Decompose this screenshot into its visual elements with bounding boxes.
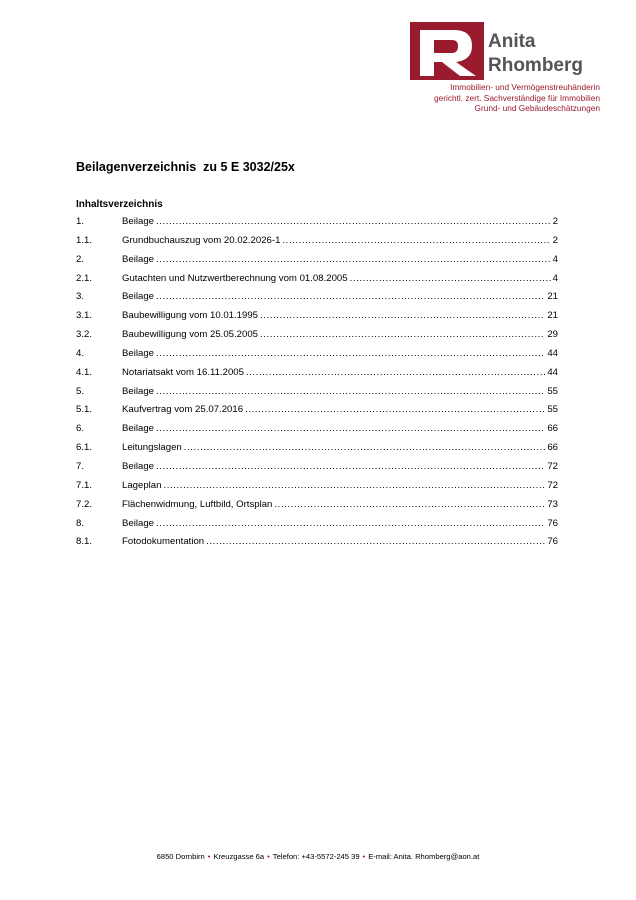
toc-entry[interactable] bbox=[76, 216, 558, 235]
toc-entry-page: 21 bbox=[547, 310, 558, 322]
toc-dot-leader bbox=[156, 386, 545, 397]
toc-entry[interactable] bbox=[76, 536, 558, 555]
logo-name bbox=[488, 30, 600, 78]
logo-last-name: Rhomberg bbox=[488, 55, 583, 76]
toc-dot-leader bbox=[156, 518, 545, 529]
toc-entry[interactable] bbox=[76, 518, 558, 537]
toc-entry-number: 4. bbox=[76, 347, 85, 359]
toc-dot-leader bbox=[184, 442, 546, 453]
toc-entry-label: Beilage bbox=[122, 347, 155, 359]
toc-entry-label: Baubewilligung vom 10.01.1995 bbox=[122, 310, 259, 322]
toc-dot-leader bbox=[260, 310, 545, 321]
toc-entry[interactable] bbox=[76, 291, 558, 310]
toc-entry-number: 1.1. bbox=[76, 234, 93, 246]
footer-item: Telefon: +43-5572-245 39 bbox=[272, 852, 360, 861]
toc-dot-leader bbox=[163, 480, 545, 491]
toc-entry-page: 4 bbox=[552, 272, 558, 284]
toc-entry-page: 2 bbox=[552, 234, 558, 246]
toc-entry-page: 44 bbox=[547, 366, 558, 378]
toc-entry-label: Beilage bbox=[122, 253, 155, 265]
tagline-line: Grund- und Gebäudeschätzungen bbox=[474, 103, 600, 113]
toc-dot-leader bbox=[245, 404, 545, 415]
toc-entry-number: 3.1. bbox=[76, 310, 93, 322]
toc-entry-page: 76 bbox=[547, 536, 558, 548]
footer-separator: • bbox=[267, 852, 270, 861]
toc-entry-number: 3. bbox=[76, 291, 85, 303]
toc-dot-leader bbox=[246, 367, 545, 378]
logo-r-mark-icon bbox=[410, 22, 484, 80]
logo-tagline bbox=[400, 82, 600, 114]
toc-entry-page: 55 bbox=[547, 404, 558, 416]
toc-entry-label: Kaufvertrag vom 25.07.2016 bbox=[122, 404, 244, 416]
tagline-line: gerichtl. zert. Sachverständige für Immobilien bbox=[433, 92, 600, 103]
toc-entry-page: 72 bbox=[547, 460, 558, 472]
toc-entry-number: 4.1. bbox=[76, 366, 93, 378]
toc-entry-page: 66 bbox=[547, 423, 558, 435]
toc-dot-leader bbox=[350, 273, 551, 284]
toc-entry-label: Gutachten und Nutzwertberechnung vom 01.08.2005 bbox=[122, 272, 348, 284]
footer-item: 6850 Dornbirn bbox=[156, 852, 205, 861]
toc-entry-label: Beilage bbox=[122, 291, 155, 303]
toc-dot-leader bbox=[260, 329, 545, 340]
toc-entry-number: 6.1. bbox=[76, 442, 93, 454]
toc-dot-leader bbox=[156, 348, 545, 359]
toc-dot-leader bbox=[156, 254, 551, 265]
toc-entry-label: Notariatsakt vom 16.11.2005 bbox=[122, 366, 244, 378]
toc-heading: Inhaltsverzeichnis bbox=[76, 199, 163, 210]
toc-entry[interactable] bbox=[76, 310, 558, 329]
toc-entry-number: 5. bbox=[76, 385, 85, 397]
toc-dot-leader bbox=[156, 291, 545, 302]
toc-entry-label: Flächenwidmung, Luftbild, Ortsplan bbox=[122, 498, 273, 510]
toc-entry-label: Leitungslagen bbox=[122, 442, 182, 454]
document-title: Beilagenverzeichnis zu 5 E 3032/25x bbox=[76, 160, 295, 174]
tagline-line: Immobilien- und Vermögenstreuhänderin bbox=[450, 82, 600, 92]
toc-entry-page: 55 bbox=[547, 385, 558, 397]
toc-entry-number: 2. bbox=[76, 253, 85, 265]
toc-entry[interactable] bbox=[76, 499, 558, 518]
toc-entry-label: Beilage bbox=[122, 460, 155, 472]
toc-entry-number: 3.2. bbox=[76, 329, 93, 341]
toc-entry-page: 21 bbox=[547, 291, 558, 303]
toc-entry-label: Lageplan bbox=[122, 479, 162, 491]
toc-dot-leader bbox=[274, 499, 545, 510]
footer-separator: • bbox=[362, 852, 366, 861]
toc-entry[interactable] bbox=[76, 480, 558, 499]
toc-entry-label: Grundbuchauszug vom 20.02.2026-1 bbox=[122, 234, 281, 246]
company-logo bbox=[410, 20, 600, 120]
toc-entry[interactable] bbox=[76, 386, 558, 405]
toc-entry[interactable] bbox=[76, 404, 558, 423]
toc-dot-leader bbox=[156, 423, 545, 434]
toc-entry-page: 76 bbox=[547, 517, 558, 529]
toc-entry-label: Beilage bbox=[122, 216, 155, 227]
table-of-contents bbox=[76, 216, 558, 555]
toc-entry-page: 72 bbox=[547, 479, 558, 491]
toc-entry[interactable] bbox=[76, 235, 558, 254]
toc-entry-page: 66 bbox=[547, 442, 558, 454]
toc-entry-page: 73 bbox=[547, 498, 558, 510]
toc-entry-label: Beilage bbox=[122, 517, 155, 529]
toc-entry-page: 4 bbox=[552, 253, 558, 265]
toc-entry-number: 7.1. bbox=[76, 479, 93, 491]
footer-separator: • bbox=[207, 852, 211, 861]
toc-entry-number: 8. bbox=[76, 517, 85, 529]
toc-entry-label: Beilage bbox=[122, 423, 155, 435]
toc-entry-page: 29 bbox=[547, 329, 558, 341]
toc-entry-label: Fotodokumentation bbox=[122, 536, 205, 548]
toc-entry[interactable] bbox=[76, 254, 558, 273]
toc-entry[interactable] bbox=[76, 367, 558, 386]
toc-dot-leader bbox=[156, 216, 551, 227]
toc-entry[interactable] bbox=[76, 461, 558, 480]
toc-entry-number: 5.1. bbox=[76, 404, 93, 416]
toc-dot-leader bbox=[282, 235, 550, 246]
toc-dot-leader bbox=[156, 461, 545, 472]
toc-entry-number: 2.1. bbox=[76, 272, 93, 284]
toc-entry-label: Beilage bbox=[122, 385, 155, 397]
toc-entry-label: Baubewilligung vom 25.05.2005 bbox=[122, 329, 259, 341]
toc-entry-page: 2 bbox=[552, 216, 558, 227]
toc-entry-number: 7.2. bbox=[76, 498, 93, 510]
toc-entry[interactable] bbox=[76, 442, 558, 461]
toc-entry[interactable] bbox=[76, 329, 558, 348]
footer-item: E-mail: Anita. Rhomberg@aon.at bbox=[368, 852, 480, 861]
logo-first-name: Anita bbox=[488, 31, 536, 52]
footer-item: Kreuzgasse 6a bbox=[213, 852, 265, 861]
page-footer bbox=[0, 852, 636, 861]
toc-dot-leader bbox=[206, 536, 545, 547]
toc-entry-number: 8.1. bbox=[76, 536, 93, 548]
toc-entry[interactable] bbox=[76, 423, 558, 442]
toc-entry-number: 6. bbox=[76, 423, 85, 435]
toc-entry[interactable] bbox=[76, 273, 558, 292]
toc-entry-number: 1. bbox=[76, 216, 85, 227]
toc-entry-number: 7. bbox=[76, 460, 85, 472]
toc-entry[interactable] bbox=[76, 348, 558, 367]
toc-entry-page: 44 bbox=[547, 347, 558, 359]
